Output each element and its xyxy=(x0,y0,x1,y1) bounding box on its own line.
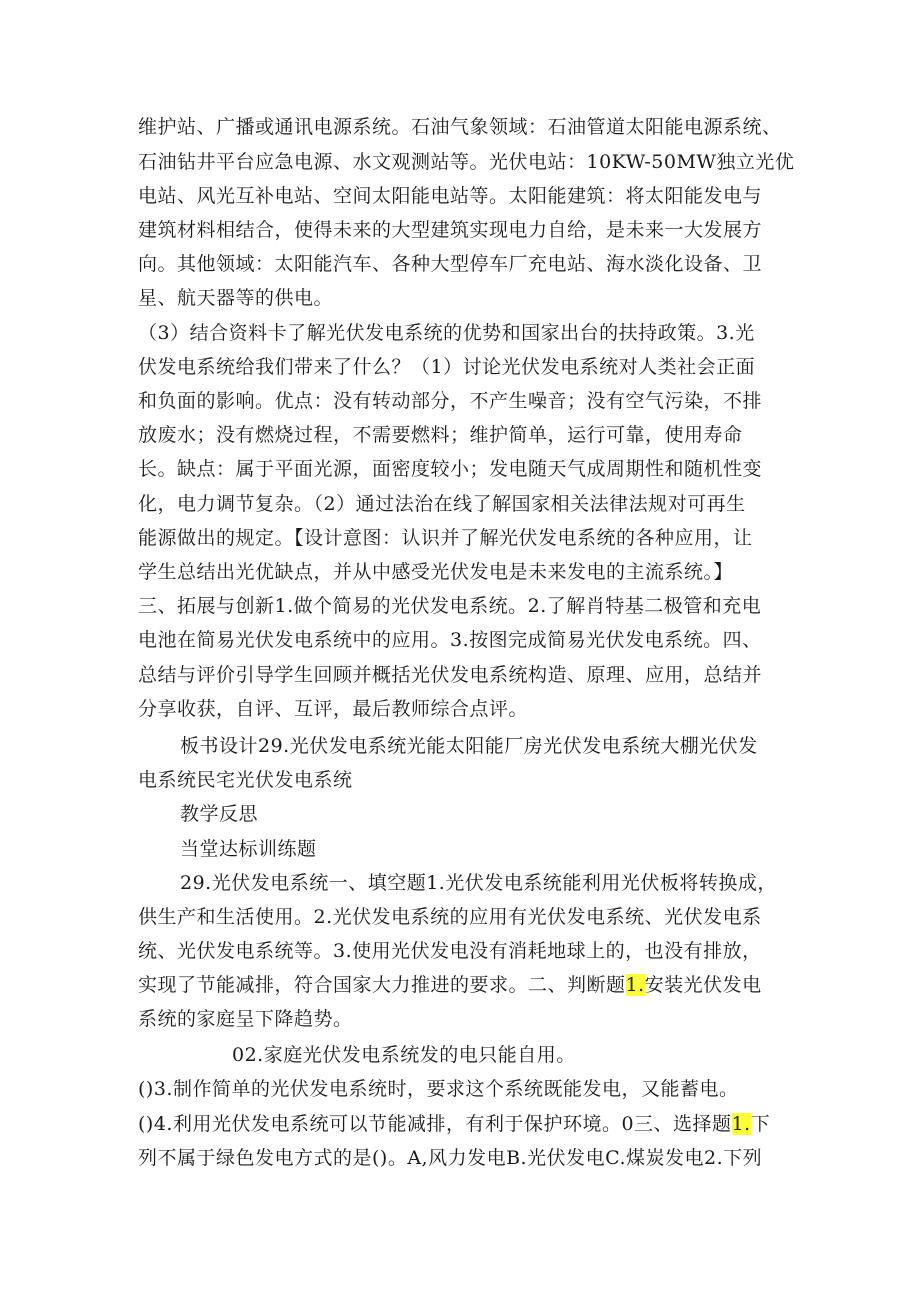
text-line: 和负面的影响。优点：没有转动部分，不产生噪音；没有空气污染，不排 xyxy=(138,390,763,412)
text-line: 三、拓展与创新1.做个简易的光伏发电系统。2.了解肖特基二极管和充电 xyxy=(138,595,762,617)
text-line: 电系统民宅光伏发电系统 xyxy=(138,769,353,791)
text-line: 系统的家庭呈下降趋势。 xyxy=(138,1008,353,1030)
text-line: 建筑材料相结合，使得未来的大型建筑实现电力自给，是未来一大发展方 xyxy=(138,219,763,241)
text-run: 实现了节能减排，符合国家大力推进的要求。二、判断题 xyxy=(138,974,626,996)
text-line: 统、光伏发电系统等。3.使用光伏发电没有消耗地球上的，也没有排放， xyxy=(138,940,762,962)
text-line: 电池在简易光伏发电系统中的应用。3.按图完成简易光伏发电系统。四、 xyxy=(138,629,762,651)
text-line xyxy=(138,1107,770,1141)
text-line: 02.家庭光伏发电系统发的电只能自用。 xyxy=(232,1044,576,1066)
text-line: 分享收获，自评、互评，最后教师综合点评。 xyxy=(138,698,529,720)
text-line: 列不属于绿色发电方式的是()。A,风力发电B.光伏发电C.煤炭发电2.下列 xyxy=(138,1147,763,1169)
text-line xyxy=(138,968,762,1002)
highlighted-number: 1. xyxy=(625,974,645,996)
text-line: 放废水；没有燃烧过程，不需要燃料；维护简单，运行可靠，使用寿命 xyxy=(138,424,743,446)
text-line: 当堂达标训练题 xyxy=(180,838,317,860)
text-line: 29.光伏发电系统一、填空题1.光伏发电系统能利用光伏板将转换成， xyxy=(180,872,777,894)
text-line: 伏发电系统给我们带来了什么？（1）讨论光伏发电系统对人类社会正面 xyxy=(138,356,756,378)
text-line: 长。缺点：属于平面光源，面密度较小；发电随天气成周期性和随机性变 xyxy=(138,458,763,480)
text-line: 能源做出的规定。【设计意图：认识并了解光伏发电系统的各种应用，让 xyxy=(138,527,753,549)
text-line: 化，电力调节复杂。（2）通过法治在线了解国家相关法律法规对可再生 xyxy=(138,493,746,515)
text-line: 板书设计29.光伏发电系统光能太阳能厂房光伏发电系统大棚光伏发 xyxy=(180,735,758,757)
text-line: 供生产和生活使用。2.光伏发电系统的应用有光伏发电系统、光伏发电系 xyxy=(138,906,762,928)
text-run: ()4.利用光伏发电系统可以节能减排，有利于保护环境。0三、选择题 xyxy=(138,1113,732,1135)
text-line: 向。其他领域：太阳能汽车、各种大型停车厂充电站、海水淡化设备、卫 xyxy=(138,253,763,275)
text-line: 维护站、广播或通讯电源系统。石油气象领域：石油管道太阳能电源系统、 xyxy=(138,116,782,138)
highlighted-number: 1. xyxy=(731,1113,751,1135)
text-line: （3）结合资料卡了解光伏发电系统的优势和国家出台的扶持政策。3.光 xyxy=(138,322,755,344)
text-line: 教学反思 xyxy=(180,803,259,825)
text-line: 总结与评价引导学生回顾并概括光伏发电系统构造、原理、应用，总结并 xyxy=(138,664,763,686)
text-line: ()3.制作简单的光伏发电系统时，要求这个系统既能发电，又能蓄电。 xyxy=(138,1078,739,1100)
text-run: 下 xyxy=(750,1113,771,1135)
text-line: 学生总结出光优缺点，并从中感受光伏发电是未来发电的主流系统。】 xyxy=(138,561,734,583)
text-line: 石油钻井平台应急电源、水文观测站等。光伏电站：10KW-50MW独立光优 xyxy=(138,151,795,173)
text-line: 电站、风光互补电站、空间太阳能电站等。太阳能建筑：将太阳能发电与 xyxy=(138,185,763,207)
text-line: 星、航天器等的供电。 xyxy=(138,287,334,309)
text-run: 安装光伏发电 xyxy=(644,974,762,996)
